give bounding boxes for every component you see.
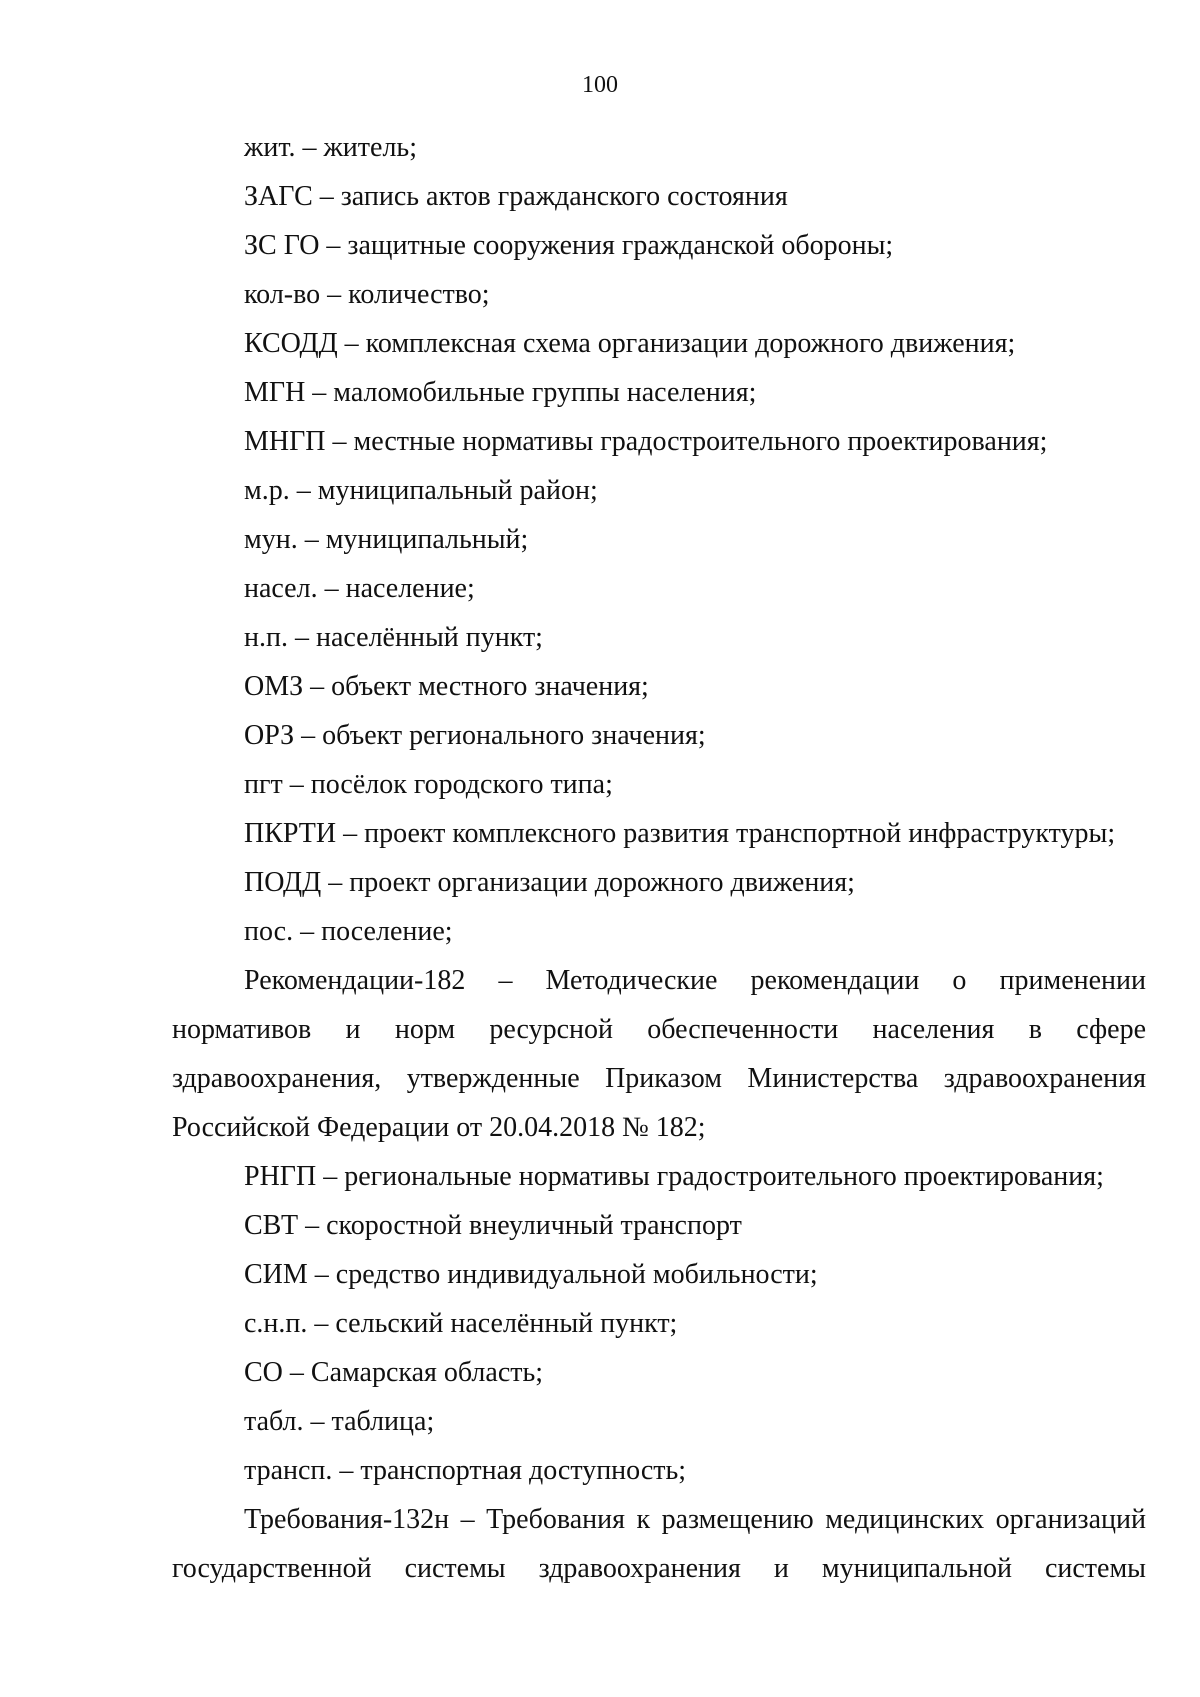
abbreviation-entry: ОМЗ – объект местного значения; bbox=[244, 671, 649, 702]
abbreviation-entry: МГН – маломобильные группы населения; bbox=[244, 377, 757, 408]
abbreviation-entry: с.н.п. – сельский населённый пункт; bbox=[244, 1308, 678, 1339]
abbreviation-entry: мун. – муниципальный; bbox=[244, 524, 529, 555]
abbreviation-entry: пос. – поселение; bbox=[244, 916, 453, 947]
abbreviation-entry: н.п. – населённый пункт; bbox=[244, 622, 543, 653]
abbreviation-entry: ЗС ГО – защитные сооружения гражданской обороны; bbox=[244, 230, 894, 261]
abbreviation-entry: ОРЗ – объект регионального значения; bbox=[244, 720, 706, 751]
abbreviations-list bbox=[172, 123, 1146, 1593]
abbreviation-entry: СВТ – скоростной внеуличный транспорт bbox=[244, 1210, 742, 1241]
abbreviation-entry: м.р. – муниципальный район; bbox=[244, 475, 598, 506]
abbreviation-entry: СИМ – средство индивидуальной мобильности; bbox=[244, 1259, 818, 1290]
abbreviation-entry: кол-во – количество; bbox=[244, 279, 490, 310]
abbreviation-entry: ПКРТИ – проект комплексного развития транспортной инфраструктуры; bbox=[244, 818, 1116, 849]
abbreviation-entry: КСОДД – комплексная схема организации дорожного движения; bbox=[244, 328, 1016, 359]
abbreviation-entry: МНГП – местные нормативы градостроительного проектирования; bbox=[244, 426, 1048, 457]
abbreviation-entry: РНГП – региональные нормативы градостроительного проектирования; bbox=[244, 1161, 1104, 1192]
abbreviation-entry-requirements: Требования-132н – Требования к размещению медицинских организаций государственной системы здравоохранения и муниципальной системы bbox=[172, 1504, 1146, 1584]
abbreviation-entry: жит. – житель; bbox=[244, 132, 417, 163]
abbreviation-entry: СО – Самарская область; bbox=[244, 1357, 544, 1388]
abbreviation-entry: ПОДД – проект организации дорожного движения; bbox=[244, 867, 855, 898]
abbreviation-entry: ЗАГС – запись актов гражданского состояния bbox=[244, 181, 788, 212]
abbreviation-entry: насел. – население; bbox=[244, 573, 475, 604]
page-number: 100 bbox=[582, 72, 618, 98]
abbreviation-entry-recommendations: Рекомендации-182 – Методические рекомендации о применении нормативов и норм ресурсной обеспеченности населения в сфере здравоохранения, утвержденные Приказом Министерства здравоохранения Российской Федерации от 20.04.2018 № 182; bbox=[172, 965, 1146, 1143]
abbreviation-entry: табл. – таблица; bbox=[244, 1406, 435, 1437]
abbreviation-entry: пгт – посёлок городского типа; bbox=[244, 769, 613, 800]
abbreviation-entry: трансп. – транспортная доступность; bbox=[244, 1455, 687, 1486]
